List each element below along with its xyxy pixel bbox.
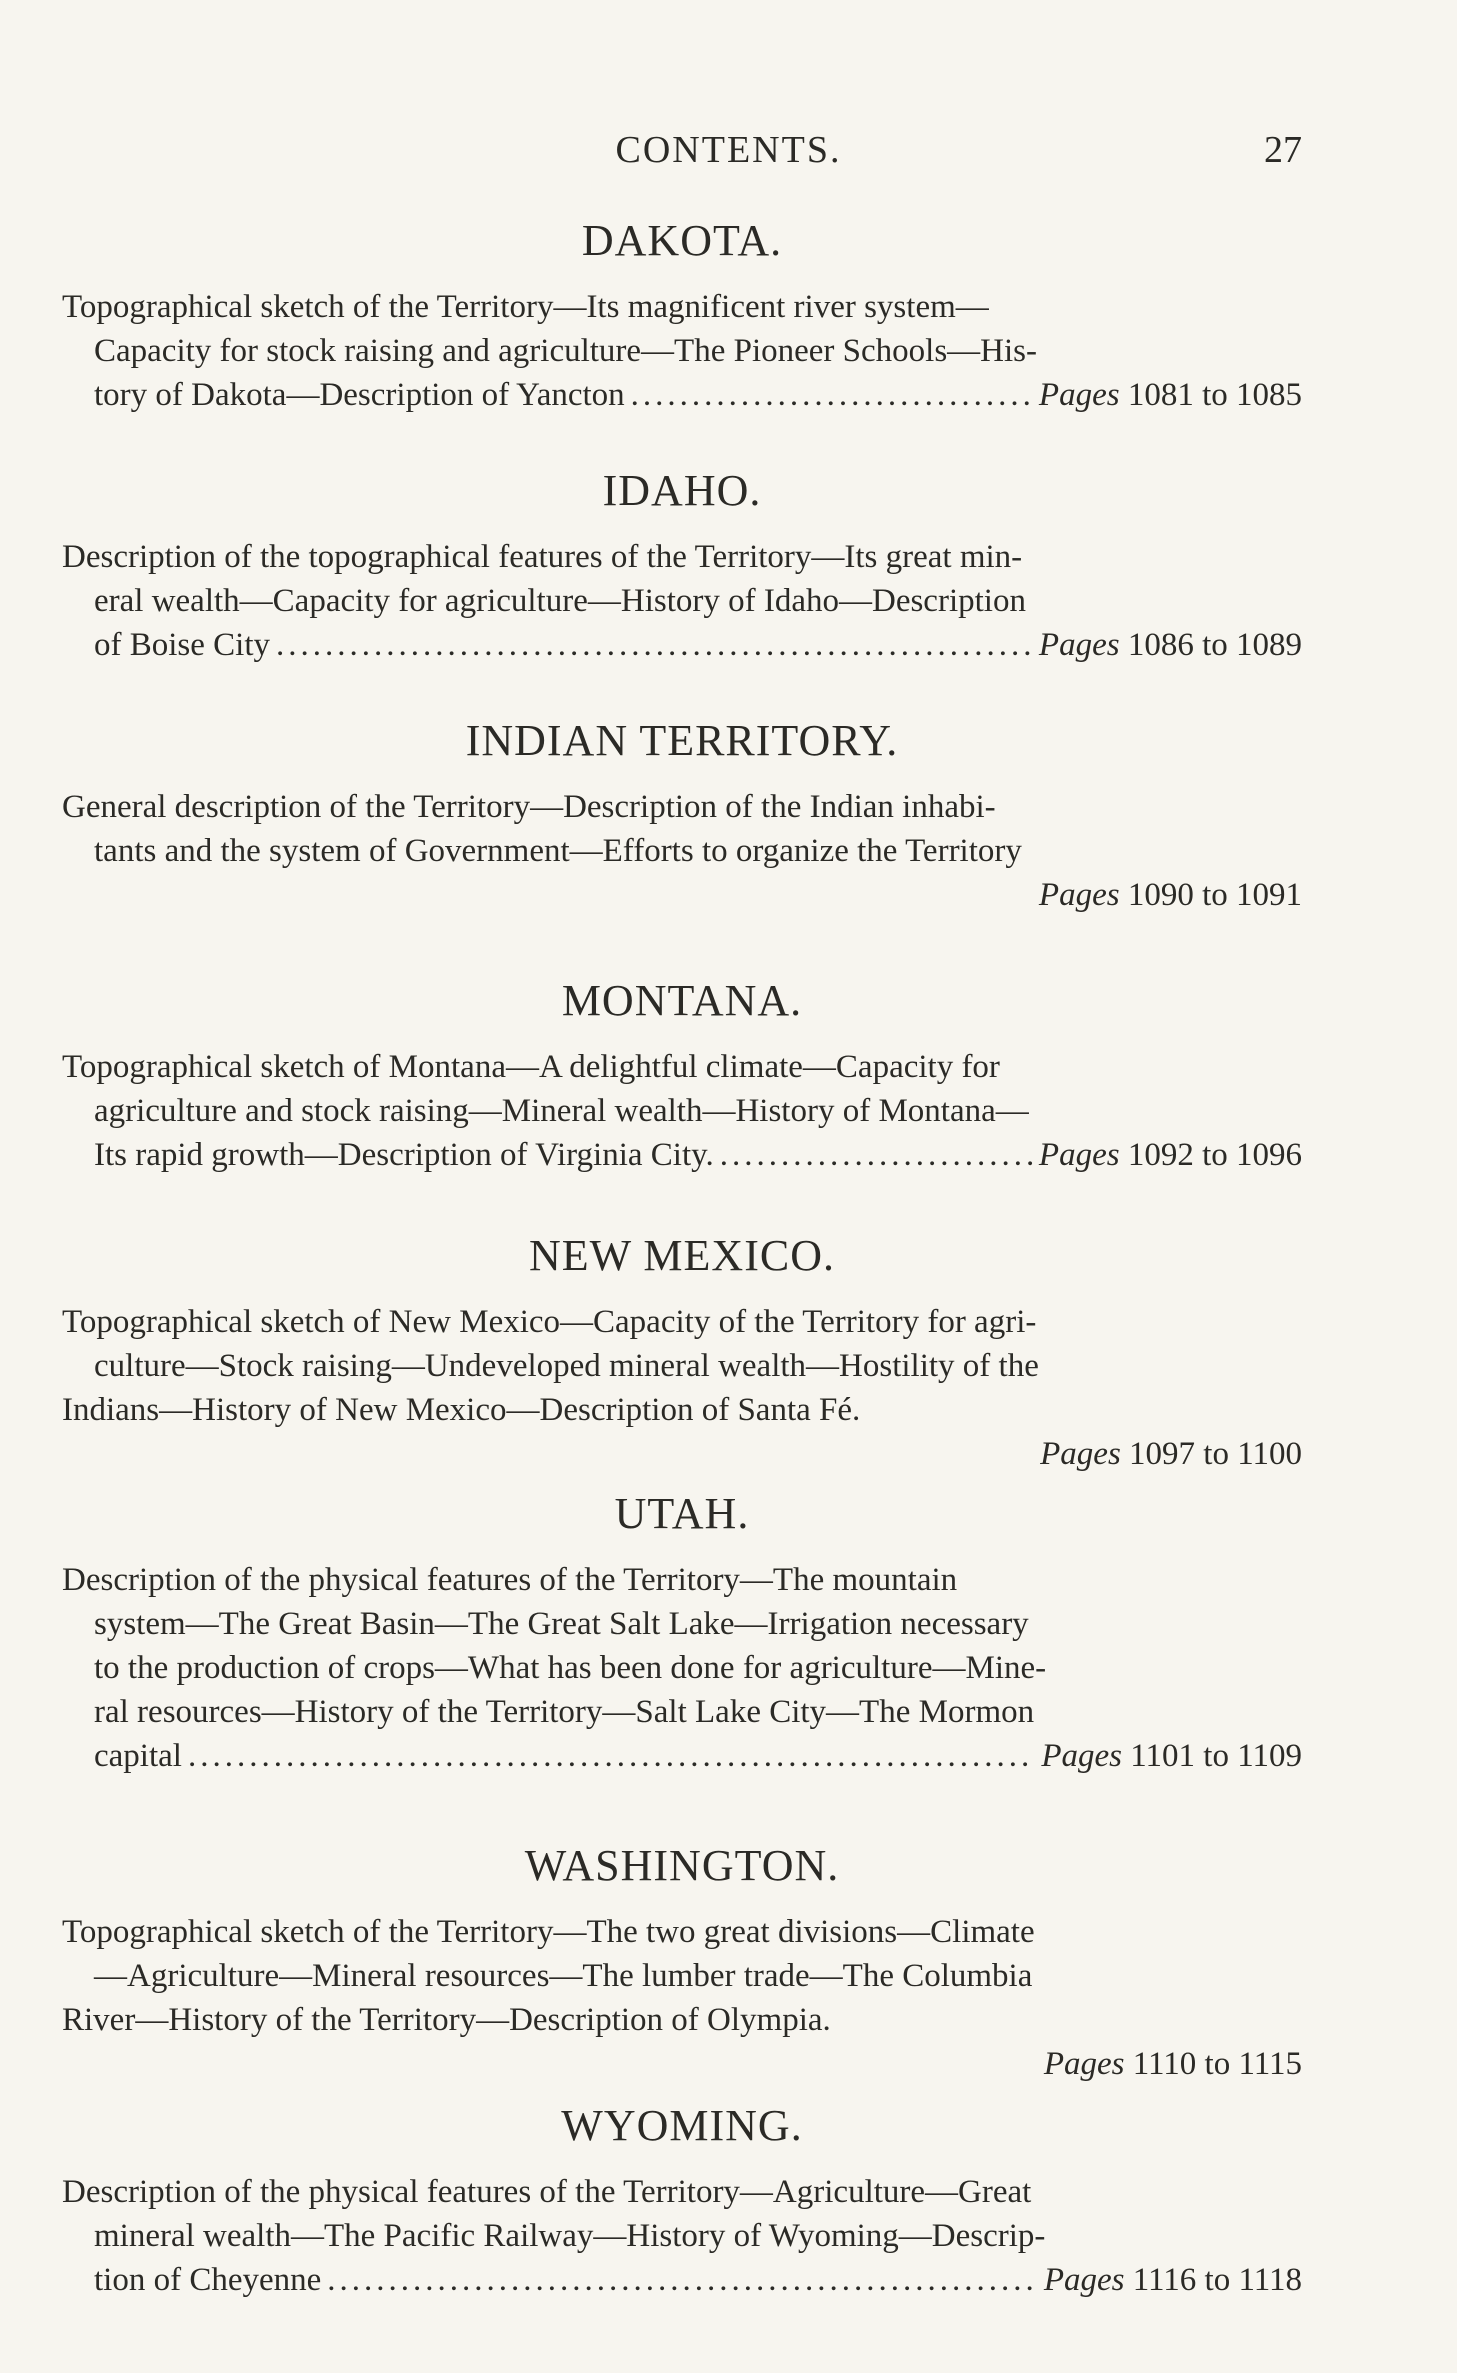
- page-entry: [62, 1432, 1302, 1476]
- description-line: culture—Stock raising—Undeveloped mineral wealth—Hostility of the: [94, 1348, 1039, 1384]
- section-title: DAKOTA.: [581, 216, 783, 265]
- section-wyoming: [62, 2100, 1302, 2302]
- running-head-title: CONTENTS.: [615, 129, 842, 171]
- description-line: capital: [94, 1738, 182, 1774]
- description-line: —Agriculture—Mineral resources—The lumber trade—The Columbia: [94, 1958, 1033, 1994]
- section-description: [62, 535, 1302, 623]
- section-montana: [62, 975, 1302, 1177]
- page-entry: [62, 2258, 1302, 2302]
- description-line: eral wealth—Capacity for agriculture—History of Idaho—Description: [94, 583, 1026, 619]
- description-line: Indians—History of New Mexico—Description of Santa Fé.: [62, 1392, 861, 1428]
- description-line: Topographical sketch of Montana—A delightful climate—Capacity for: [62, 1049, 1000, 1085]
- running-head: [0, 128, 1457, 178]
- dot-leader: [327, 2258, 1038, 2302]
- description-line: mineral wealth—The Pacific Railway—History of Wyoming—Descrip-: [94, 2218, 1046, 2254]
- description-line: Topographical sketch of the Territory—Its magnificent river system—: [62, 289, 989, 325]
- page-range: Pages 1116 to 1118: [1043, 2262, 1302, 2298]
- section-idaho: [62, 465, 1302, 667]
- description-line: system—The Great Basin—The Great Salt Lake—Irrigation necessary: [94, 1606, 1029, 1642]
- section-title: NEW MEXICO.: [529, 1231, 835, 1280]
- page-range: Pages 1090 to 1091: [1038, 877, 1302, 913]
- dot-leader: [720, 1133, 1033, 1177]
- section-description: [62, 1045, 1302, 1133]
- section-dakota: [62, 215, 1302, 417]
- page-range: Pages 1097 to 1100: [1040, 1436, 1302, 1472]
- description-line: agriculture and stock raising—Mineral wealth—History of Montana—: [94, 1093, 1029, 1129]
- page-range: Pages 1110 to 1115: [1043, 2046, 1302, 2082]
- page-entry: [62, 1734, 1302, 1778]
- section-description: [62, 785, 1302, 873]
- dot-leader: [188, 1734, 1035, 1778]
- section-title: MONTANA.: [561, 976, 803, 1025]
- dot-leader: [631, 373, 1033, 417]
- description-line: Description of the topographical features of the Territory—Its great min-: [62, 539, 1023, 575]
- section-description: [62, 1300, 1302, 1432]
- section-title: IDAHO.: [602, 466, 762, 515]
- section-description: [62, 1910, 1302, 2042]
- section-title: WASHINGTON.: [524, 1841, 840, 1890]
- page-range: Pages 1101 to 1109: [1041, 1738, 1302, 1774]
- page-entry: [62, 1133, 1302, 1177]
- page-entry: [62, 2042, 1302, 2086]
- section-description: [62, 1558, 1302, 1734]
- section-description: [62, 285, 1302, 373]
- description-line: River—History of the Territory—Description of Olympia.: [62, 2002, 831, 2038]
- description-line: Its rapid growth—Description of Virginia City.: [94, 1137, 714, 1173]
- section-new-mexico: [62, 1230, 1302, 1476]
- page-range: Pages 1086 to 1089: [1038, 627, 1302, 663]
- description-line: ral resources—History of the Territory—Salt Lake City—The Mormon: [94, 1694, 1035, 1730]
- section-description: [62, 2170, 1302, 2258]
- page-number: 27: [1264, 129, 1302, 171]
- page-entry: [62, 373, 1302, 417]
- page-entry: [62, 623, 1302, 667]
- description-line: Capacity for stock raising and agriculture—The Pioneer Schools—His-: [94, 333, 1038, 369]
- description-line: Description of the physical features of the Territory—Agriculture—Great: [62, 2174, 1032, 2210]
- section-title: WYOMING.: [561, 2101, 803, 2150]
- dot-leader: [276, 623, 1033, 667]
- description-line: to the production of crops—What has been done for agriculture—Mine-: [94, 1650, 1047, 1686]
- page-range: Pages 1092 to 1096: [1038, 1137, 1302, 1173]
- description-line: Description of the physical features of the Territory—The mountain: [62, 1562, 958, 1598]
- description-line: Topographical sketch of New Mexico—Capacity of the Territory for agri-: [62, 1304, 1037, 1340]
- description-line: Topographical sketch of the Territory—The two great divisions—Climate: [62, 1914, 1035, 1950]
- description-line: tants and the system of Government—Efforts to organize the Territory: [94, 833, 1022, 869]
- description-line: of Boise City: [94, 627, 271, 663]
- section-utah: [62, 1488, 1302, 1778]
- page-range: Pages 1081 to 1085: [1038, 377, 1302, 413]
- description-line: tory of Dakota—Description of Yancton: [94, 377, 625, 413]
- page-entry: [62, 873, 1302, 917]
- section-indian-territory: [62, 715, 1302, 917]
- description-line: General description of the Territory—Description of the Indian inhabi-: [62, 789, 996, 825]
- section-title: INDIAN TERRITORY.: [465, 716, 899, 765]
- section-washington: [62, 1840, 1302, 2086]
- description-line: tion of Cheyenne: [94, 2262, 322, 2298]
- section-title: UTAH.: [614, 1489, 750, 1538]
